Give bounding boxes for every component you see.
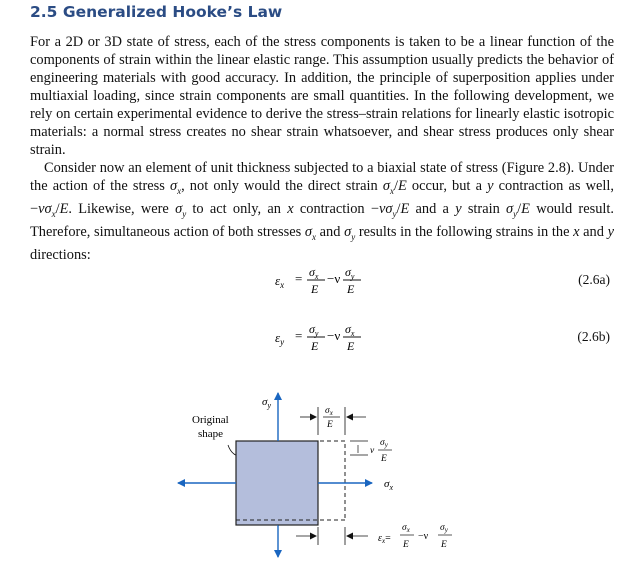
top-dim-num: $\sigma_x$ bbox=[325, 406, 333, 417]
eps-x-formula-num1: $\sigma_x$ bbox=[402, 523, 410, 534]
eq-b-den1: E bbox=[311, 339, 319, 353]
eq-b-den2: E bbox=[347, 339, 355, 353]
body-text bbox=[30, 33, 614, 264]
eq-a-num1: $\sigma_x$ bbox=[309, 265, 319, 281]
original-label-line2: shape bbox=[198, 428, 224, 440]
sigma-y-label: $\sigma_y$ bbox=[262, 396, 271, 410]
equation-2-6b-math bbox=[0, 315, 627, 355]
eps-x-formula-lhs: $\varepsilon_x=$ bbox=[378, 533, 391, 545]
paragraph-1: For a 2D or 3D state of stress, each of the stress components is taken to be a linear function of the components of strain within the linear elastic range. This assumption usually predicts the behavior of engineering materials with good accuracy. In addition, the principle of superposition applies under multiaxial loading, since strain components are small quantities. In the following development, we rely on certain experimental evidence to derive the stress–strain relations for linearly elastic isotropic materials: a normal stress creates no shear strain whatsoever, and shear stress produces only shear strain. bbox=[30, 34, 614, 158]
eq-a-den2: E bbox=[347, 282, 355, 296]
equation-number-a: (2.6a) bbox=[578, 272, 610, 287]
equation-2-6a-math bbox=[0, 258, 627, 298]
equation-2-6b bbox=[0, 315, 627, 355]
eq-a-equals: = bbox=[295, 271, 303, 286]
paragraph-2: Consider now an element of unit thickness subjected to a biaxial state of stress (Figure 2.8). Under the action of the stress $\sigma_x$, not only would the direct strain $\sigma_x/E$ occur, but a y contraction as well, $-\nu\sigma_x/E$. Likewise, were $\sigma_y$ to act only, an x contraction $-\nu\sigma_y/E$ and a y strain $\sigma_y/E$ would result. Therefore, simultaneous action of both stresses $\sigma_x$ and $\sigma_y$ results in the following strains in the x and y directions: bbox=[30, 160, 614, 263]
right-dim-num: $\sigma_y$ bbox=[380, 438, 388, 449]
right-dim-den: E bbox=[381, 454, 387, 464]
eq-b-lhs: $\varepsilon_y$ bbox=[275, 330, 285, 347]
eq-b-num1: $\sigma_y$ bbox=[309, 322, 319, 338]
eps-x-formula-op: −ν bbox=[418, 531, 429, 542]
stress-element bbox=[236, 441, 318, 525]
sigma-x-label: $\sigma_x$ bbox=[384, 478, 393, 492]
eps-x-formula-num2: $\sigma_y$ bbox=[440, 523, 448, 534]
equation-2-6a bbox=[0, 258, 627, 298]
right-dim-nu: ν bbox=[370, 446, 375, 456]
eq-a-den1: E bbox=[311, 282, 319, 296]
eq-b-num2: $\sigma_x$ bbox=[345, 322, 355, 338]
section-heading: 2.5 Generalized Hooke’s Law bbox=[30, 3, 283, 21]
eps-x-formula-den2: E bbox=[441, 540, 447, 550]
eps-x-formula-den1: E bbox=[403, 540, 409, 550]
equation-number-b: (2.6b) bbox=[577, 329, 610, 344]
eq-a-lhs: $\varepsilon_x$ bbox=[275, 273, 285, 290]
eq-a-num2: $\sigma_y$ bbox=[345, 265, 355, 281]
biaxial-stress-figure bbox=[0, 385, 627, 567]
eq-b-op: −ν bbox=[327, 328, 341, 343]
eq-a-op: −ν bbox=[327, 271, 341, 286]
eq-b-equals: = bbox=[295, 328, 303, 343]
top-dim-den: E bbox=[327, 420, 333, 430]
original-label-line1: Original bbox=[192, 414, 229, 426]
